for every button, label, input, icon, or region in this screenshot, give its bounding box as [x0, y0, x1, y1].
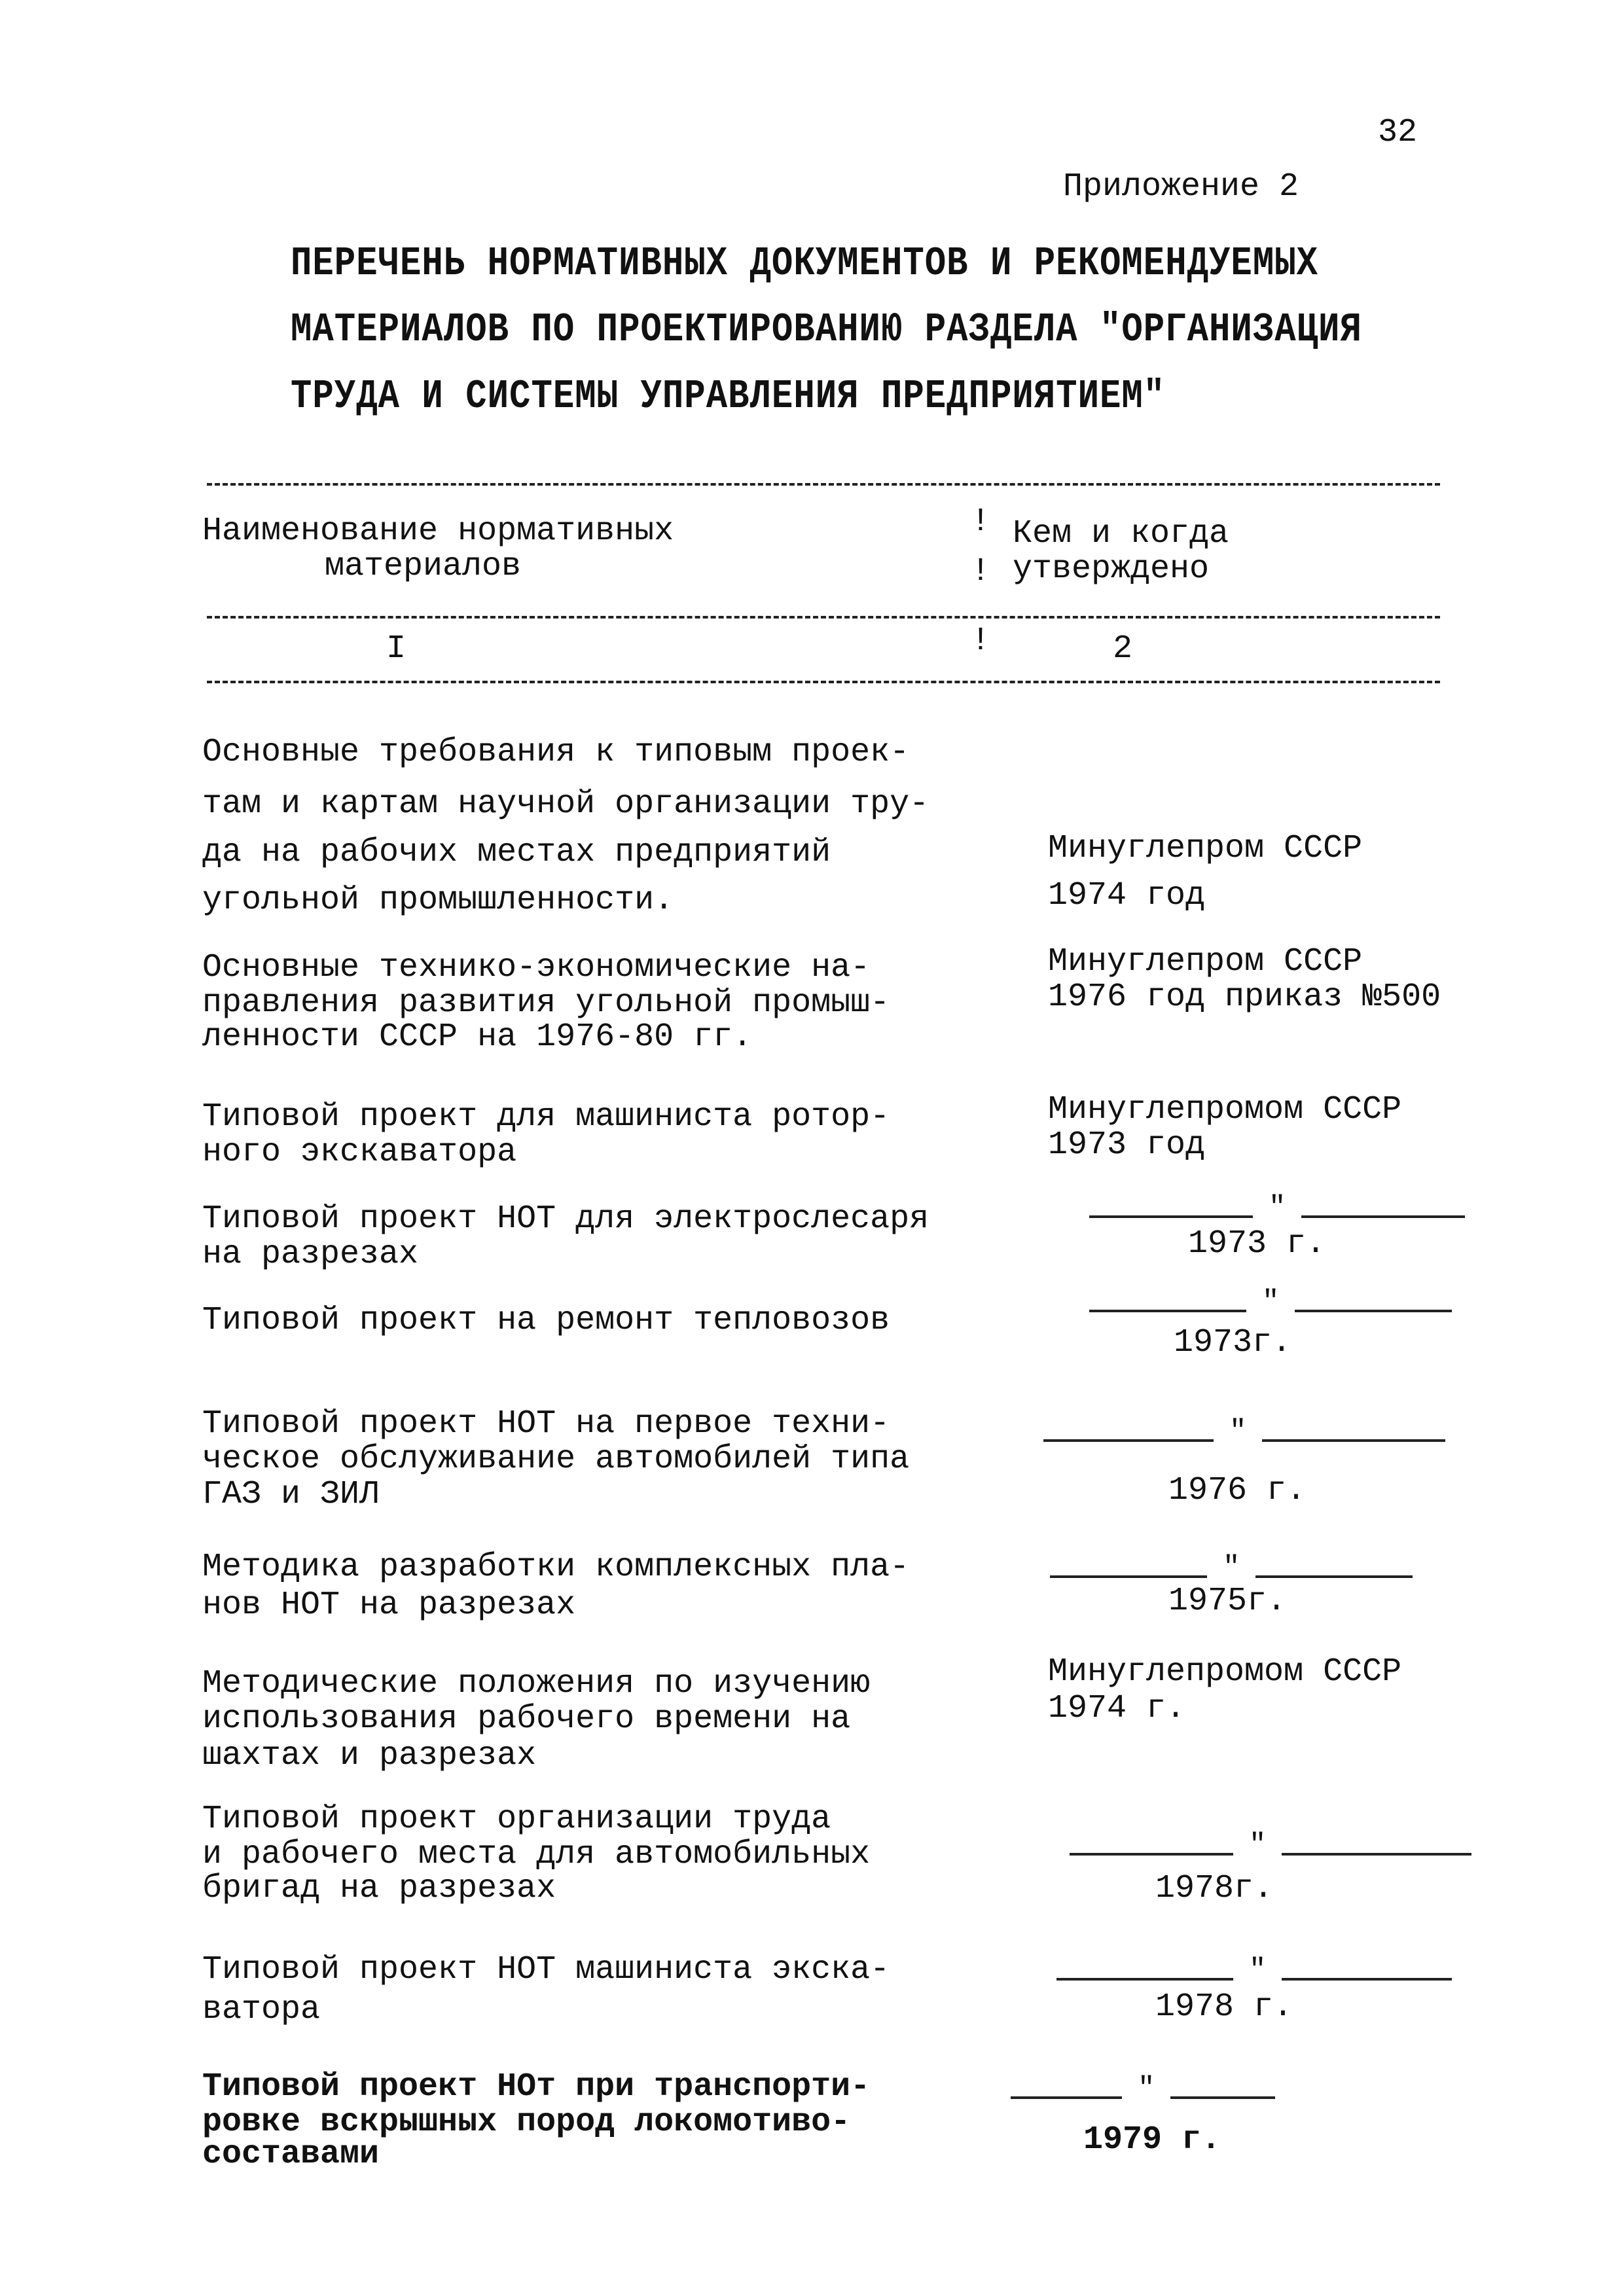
row-7-name-line: Методика разработки комплексных пла-	[202, 1549, 910, 1586]
row-9-approved-line: 1978г.	[1155, 1870, 1274, 1907]
ditto-mark	[1011, 2072, 1275, 2111]
row-7-approved-line: 1975г.	[1168, 1583, 1287, 1620]
ditto-quote: "	[1138, 2072, 1155, 2105]
row-8-name-line: использования рабочего времени на	[202, 1700, 851, 1738]
header-col1-line1: Наименование нормативных	[202, 512, 674, 550]
ditto-line	[1089, 1310, 1246, 1312]
row-4-name-line: на разрезах	[202, 1236, 419, 1273]
ditto-line	[1255, 1575, 1413, 1578]
row-1-name-line: Основные требования к типовым проек-	[202, 734, 910, 771]
ditto-quote: "	[1223, 1551, 1240, 1584]
row-10-name-line: Типовой проект НОТ машиниста экска-	[202, 1951, 890, 1988]
ditto-line	[1089, 1215, 1253, 1218]
ditto-line	[1282, 1853, 1471, 1856]
ditto-line	[1011, 2096, 1122, 2099]
row-10-approved-line: 1978 г.	[1155, 1988, 1293, 2026]
ditto-line	[1262, 1439, 1445, 1442]
row-6-name-line: Типовой проект НОТ на первое техни-	[202, 1405, 890, 1443]
ditto-quote: "	[1249, 1954, 1267, 1986]
row-2-name-line: ленности СССР на 1976-80 гг.	[202, 1018, 753, 1056]
row-3-approved-line: Минуглепромом СССР	[1048, 1091, 1402, 1128]
row-9-name-line: и рабочего места для автомобильных	[202, 1836, 871, 1873]
ditto-line	[1301, 1215, 1465, 1218]
row-3-approved-line: 1973 год	[1048, 1126, 1206, 1164]
row-9-name-line: бригад на разрезах	[202, 1870, 556, 1907]
title-line-1: ПЕРЕЧЕНЬ НОРМАТИВНЫХ ДОКУМЕНТОВ И РЕКОМЕНДУЕМЫХ	[291, 241, 1319, 287]
table-rule-top	[207, 483, 1440, 486]
row-2-name-line: Основные технико-экономические на-	[202, 949, 871, 986]
ditto-line	[1043, 1439, 1214, 1442]
header-col2-line2: утверждено	[1013, 550, 1210, 588]
row-6-name-line: ГАЗ и ЗИЛ	[202, 1476, 380, 1513]
row-11-name-line: ровке вскрышных пород локомотиво-	[202, 2104, 851, 2141]
row-11-approved-line: 1979 г.	[1083, 2121, 1221, 2159]
header-col2-line1: Кем и когда	[1013, 515, 1229, 552]
ditto-quote: "	[1262, 1285, 1280, 1318]
ditto-line	[1056, 1978, 1233, 1981]
row-8-approved-line: Минуглепромом СССР	[1048, 1653, 1402, 1691]
row-1-name-line: да на рабочих местах предприятий	[202, 834, 831, 871]
column-number-1: I	[386, 630, 406, 668]
appendix-label: Приложение 2	[1063, 168, 1299, 206]
ditto-quote: "	[1269, 1191, 1286, 1224]
ditto-mark	[1070, 1829, 1471, 1867]
row-8-name-line: шахтах и разрезах	[202, 1737, 537, 1774]
ditto-line	[1282, 1978, 1452, 1981]
row-9-name-line: Типовой проект организации труда	[202, 1801, 831, 1838]
row-6-approved-line: 1976 г.	[1168, 1472, 1307, 1509]
row-3-name-line: ного экскаватора	[202, 1134, 517, 1171]
row-11-name-line: составами	[202, 2136, 380, 2173]
page-number: 32	[1378, 114, 1418, 151]
row-10-name-line: ватора	[202, 1991, 321, 2028]
header-separator: !	[971, 553, 991, 590]
row-2-approved-line: 1976 год приказ №500	[1048, 978, 1441, 1016]
title-line-2: МАТЕРИАЛОВ ПО ПРОЕКТИРОВАНИЮ РАЗДЕЛА "ОРГАНИЗАЦИЯ	[291, 307, 1362, 353]
ditto-line	[1295, 1310, 1452, 1312]
ditto-quote: "	[1249, 1829, 1267, 1861]
row-1-approved-line: Минуглепром СССР	[1048, 830, 1363, 867]
row-7-name-line: нов НОТ на разрезах	[202, 1587, 576, 1624]
row-1-name-line: там и картам научной организации тру-	[202, 785, 929, 823]
column-number-2: 2	[1113, 630, 1133, 668]
row-8-approved-line: 1974 г.	[1048, 1690, 1186, 1727]
row-3-name-line: Типовой проект для машиниста ротор-	[202, 1098, 890, 1136]
ditto-quote: "	[1229, 1415, 1247, 1448]
header-separator: !	[971, 622, 991, 660]
row-8-name-line: Методические положения по изучению	[202, 1665, 871, 1702]
row-6-name-line: ческое обслуживание автомобилей типа	[202, 1441, 910, 1478]
row-5-approved-line: 1973г.	[1174, 1324, 1292, 1361]
row-2-approved-line: Минуглепром СССР	[1048, 943, 1363, 980]
row-4-approved-line: 1973 г.	[1188, 1225, 1326, 1263]
row-1-name-line: угольной промышленности.	[202, 882, 674, 919]
row-1-approved-line: 1974 год	[1048, 877, 1206, 914]
title-line-3: ТРУДА И СИСТЕМЫ УПРАВЛЕНИЯ ПРЕДПРИЯТИЕМ"	[291, 374, 1166, 420]
ditto-line	[1050, 1575, 1207, 1578]
row-5-name-line: Типовой проект на ремонт тепловозов	[202, 1302, 890, 1339]
ditto-line	[1170, 2096, 1275, 2099]
header-col1-line2: материалов	[325, 548, 522, 585]
row-2-name-line: правления развития угольной промыш-	[202, 984, 890, 1022]
header-separator: !	[971, 503, 991, 541]
row-11-name-line: Типовой проект НОт при транспорти-	[202, 2068, 871, 2106]
row-4-name-line: Типовой проект НОТ для электрослесаря	[202, 1200, 929, 1238]
ditto-mark	[1089, 1285, 1452, 1324]
ditto-line	[1070, 1853, 1233, 1856]
ditto-mark	[1043, 1415, 1445, 1454]
table-rule-header	[207, 616, 1440, 619]
table-rule-numbers	[207, 681, 1440, 683]
